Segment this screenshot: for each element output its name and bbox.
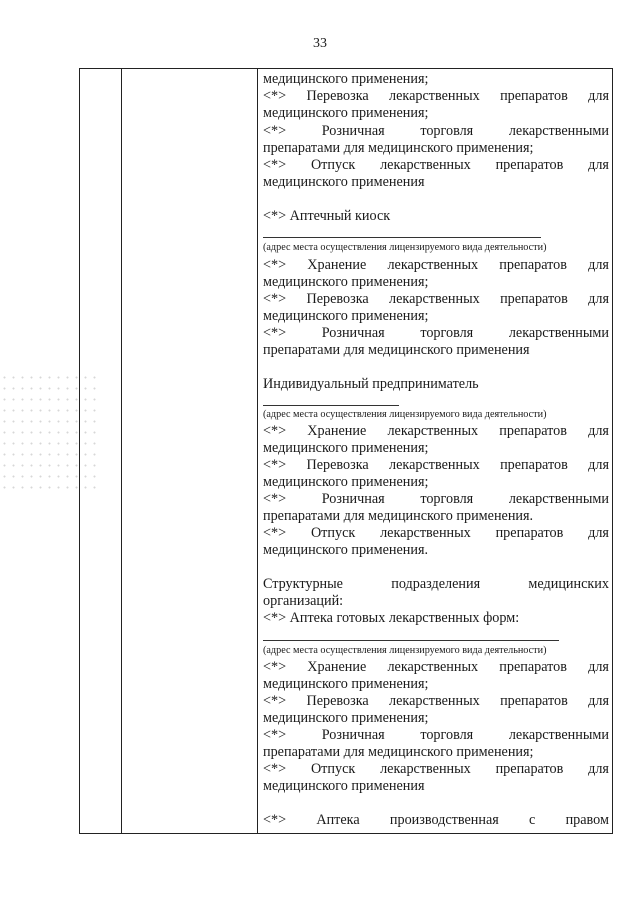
text-line: медицинского применения: [263, 174, 425, 190]
text-line: медицинского применения;: [263, 105, 429, 121]
text-line: медицинского применения;: [263, 474, 429, 490]
text-line: <*> Розничная торговля лекарственными: [263, 123, 609, 139]
text-line: медицинского применения;: [263, 710, 429, 726]
text-line: <*> Отпуск лекарственных препаратов для: [263, 157, 609, 173]
text-line: <*> Отпуск лекарственных препаратов для: [263, 761, 609, 777]
text-line: медицинского применения: [263, 778, 425, 794]
text-line: <*> Хранение лекарственных препаратов для: [263, 659, 609, 675]
text-line: <*> Хранение лекарственных препаратов для: [263, 257, 609, 273]
section-heading: Структурные подразделения медицинских: [263, 576, 609, 592]
section-heading: <*> Аптечный киоск: [263, 208, 391, 224]
section-heading: Индивидуальный предприниматель: [263, 376, 479, 392]
text-line: препаратами для медицинского применения.: [263, 508, 534, 524]
text-line: медицинского применения;: [263, 676, 429, 692]
address-caption: (адрес места осуществления лицензируемого вида деятельности): [263, 645, 547, 656]
address-caption: (адрес места осуществления лицензируемого вида деятельности): [263, 409, 547, 420]
text-line: препаратами для медицинского применения: [263, 342, 530, 358]
table-bottom-border: [79, 833, 613, 834]
text-line: <*> Розничная торговля лекарственными: [263, 491, 609, 507]
column-divider-2: [257, 68, 258, 834]
text-line: медицинского применения;: [263, 71, 429, 87]
table-right-border: [612, 68, 613, 834]
table-top-border: [79, 68, 613, 69]
text-line: медицинского применения;: [263, 440, 429, 456]
text-line: <*> Перевозка лекарственных препаратов для: [263, 291, 609, 307]
text-line: медицинского применения;: [263, 274, 429, 290]
page-number: 33: [313, 36, 327, 51]
address-blank-line: [263, 405, 399, 406]
text-line: <*> Перевозка лекарственных препаратов для: [263, 88, 609, 104]
section-heading: организаций:: [263, 593, 344, 609]
text-line: медицинского применения.: [263, 542, 429, 558]
text-line: препаратами для медицинского применения;: [263, 744, 534, 760]
text-line: <*> Отпуск лекарственных препаратов для: [263, 525, 609, 541]
text-line: препаратами для медицинского применения;: [263, 140, 534, 156]
text-line: <*> Розничная торговля лекарственными: [263, 727, 609, 743]
text-line: <*> Перевозка лекарственных препаратов для: [263, 693, 609, 709]
text-line: <*> Розничная торговля лекарственными: [263, 325, 609, 341]
address-blank-line: [263, 237, 541, 238]
scan-noise: [0, 372, 96, 492]
address-blank-line: [263, 640, 559, 641]
section-heading: <*> Аптека готовых лекарственных форм:: [263, 610, 520, 626]
text-line: <*> Перевозка лекарственных препаратов для: [263, 457, 609, 473]
text-line: медицинского применения;: [263, 308, 429, 324]
text-line: <*> Хранение лекарственных препаратов для: [263, 423, 609, 439]
text-line: <*> Аптека производственная с правом: [263, 812, 609, 828]
column-divider-1: [121, 68, 122, 834]
address-caption: (адрес места осуществления лицензируемого вида деятельности): [263, 242, 547, 253]
